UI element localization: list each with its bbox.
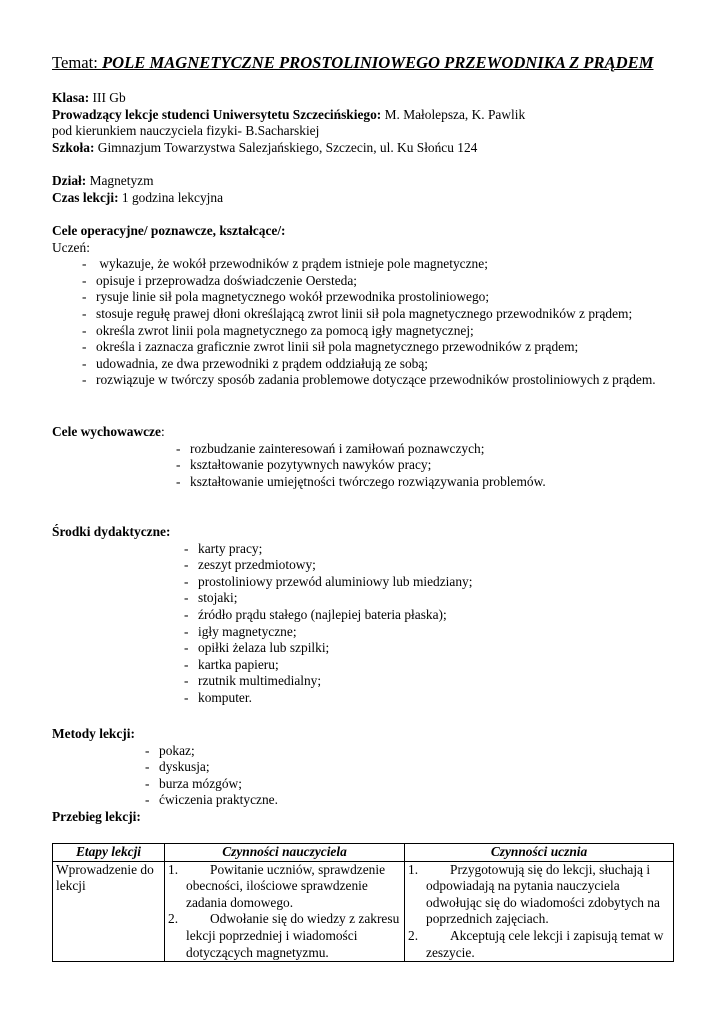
educational-heading-text: Cele wychowawcze (52, 424, 161, 439)
class-label: Klasa: (52, 90, 90, 105)
operational-goals (52, 223, 708, 389)
list-item: - dyskusja; (145, 759, 210, 775)
time-label: Czas lekcji: (52, 189, 119, 205)
teacher-cell (165, 861, 405, 962)
section-value: Magnetyzm (86, 173, 154, 188)
teaching-methods (52, 726, 692, 809)
list-item: - burza mózgów; (145, 775, 242, 791)
aids-heading-text: Środki dydaktyczne: (52, 524, 171, 539)
header-student: Czynności ucznia (405, 844, 674, 862)
list-item: - rozwiązuje w twórczy sposób zadania problemowe dotyczące przewodników prostoliniowych z prądem. (82, 372, 656, 388)
list-item: - komputer. (184, 689, 252, 705)
methods-list (145, 743, 692, 809)
list-item: - zeszyt przedmiotowy; (184, 557, 316, 573)
list-item: - opisuje i przeprowadza doświadczenie Oersteda; (82, 272, 358, 288)
section-label: Dział: (52, 173, 87, 188)
table-header-row (53, 844, 674, 862)
class-line (52, 90, 692, 107)
list-item: - stojaki; (184, 590, 238, 606)
school-value: Gimnazjum Towarzystwa Salezjańskiego, Szczecin, ul. Ku Słońcu 124 (94, 139, 478, 155)
time-value: 1 godzina lekcyjna (118, 189, 224, 205)
title-topic: POLE MAGNETYCZNE PROSTOLINIOWEGO PRZEWODNIKA Z PRĄDEM (101, 53, 654, 72)
list-item: - pokaz; (145, 742, 195, 758)
list-item: - ćwiczenia praktyczne. (145, 792, 278, 808)
list-item: - określa i zaznacza graficznie zwrot linii sił pola magnetycznego przewodników z prądem; (82, 339, 579, 355)
teachers-line (52, 107, 692, 124)
list-item: 1. Przygotowują się do lekcji, słuchają i odpowiadają na pytania nauczyciela odwołując się do wiadomości zdobytych na poprzednich zajęciach. (408, 861, 660, 927)
list-item: 2. Odwołanie się do wiedzy z zakresu lekcji poprzedniej i wiadomości dotyczących magnetyzmu. (168, 911, 400, 960)
title-prefix: Temat: (52, 53, 102, 72)
educational-goals (52, 424, 692, 490)
list-item: - opiłki żelaza lub szpilki; (184, 640, 330, 656)
list-item: - źródło prądu stałego (najlepiej bateria płaska); (184, 606, 447, 622)
lesson-info (52, 90, 692, 156)
time-line (52, 190, 692, 207)
teaching-aids (52, 524, 692, 707)
teachers-value: M. Małolepsza, K. Pawlik (381, 106, 526, 122)
school-line (52, 140, 692, 157)
educational-heading (52, 424, 692, 441)
goals-heading (52, 223, 708, 240)
aids-heading (52, 524, 692, 541)
table-row (53, 861, 674, 962)
school-label: Szkoła: (52, 139, 95, 155)
goals-heading-text: Cele operacyjne/ poznawcze, kształcące/: (52, 223, 286, 238)
list-item: - określa zwrot linii pola magnetycznego za pomocą igły magnetycznej; (82, 322, 474, 338)
list-item: - stosuje regułę prawej dłoni określającą zwrot linii sił pola magnetycznego przewodników z prądem; (82, 305, 633, 321)
list-item: - wykazuje, że wokół przewodników z prądem istnieje pole magnetyczne; (82, 256, 488, 272)
list-item: - kształtowanie umiejętności twórczego rozwiązywania problemów. (176, 473, 546, 489)
section-info (52, 173, 692, 206)
course-heading (52, 809, 692, 826)
methods-heading-text: Metody lekcji: (52, 726, 135, 741)
lesson-title (52, 53, 692, 73)
list-item: - rzutnik multimedialny; (184, 673, 322, 689)
aids-list (184, 541, 692, 707)
supervision-line: pod kierunkiem nauczyciela fizyki- B.Sacharskiej (52, 123, 320, 139)
list-item: - rozbudzanie zainteresowań i zamiłowań poznawczych; (176, 440, 485, 456)
list-item: - igły magnetyczne; (184, 623, 297, 639)
list-item: - karty pracy; (184, 540, 263, 556)
list-item: - prostoliniowy przewód aluminiowy lub miedziany; (184, 573, 473, 589)
class-value: III Gb (89, 90, 126, 105)
goals-list (52, 256, 708, 389)
methods-heading (52, 726, 692, 743)
header-stage: Etapy lekcji (53, 844, 165, 862)
list-item: 1. Powitanie uczniów, sprawdzenie obecności, ilościowe sprawdzenie zadania domowego. (168, 861, 386, 910)
educational-colon: : (160, 424, 165, 439)
list-item: 2. Akceptują cele lekcji i zapisują temat w zeszycie. (408, 927, 664, 960)
section-line (52, 173, 692, 190)
stage-cell: Wprowadzenie do lekcji (53, 861, 165, 962)
header-teacher: Czynności nauczyciela (165, 844, 405, 862)
course-heading-text: Przebieg lekcji: (52, 809, 141, 824)
list-item: - kartka papieru; (184, 656, 279, 672)
list-item: - rysuje linie sił pola magnetycznego wokół przewodnika prostoliniowego; (82, 289, 490, 305)
student-cell (405, 861, 674, 962)
list-item: - kształtowanie pozytywnych nawyków pracy; (176, 457, 432, 473)
educational-list (176, 441, 692, 491)
goals-intro: Uczeń: (52, 239, 90, 255)
list-item: - udowadnia, ze dwa przewodniki z prądem oddziałują ze sobą; (82, 355, 429, 371)
teachers-label: Prowadzący lekcje studenci Uniwersytetu Szczecińskiego: (52, 106, 382, 122)
lesson-table (52, 843, 674, 962)
